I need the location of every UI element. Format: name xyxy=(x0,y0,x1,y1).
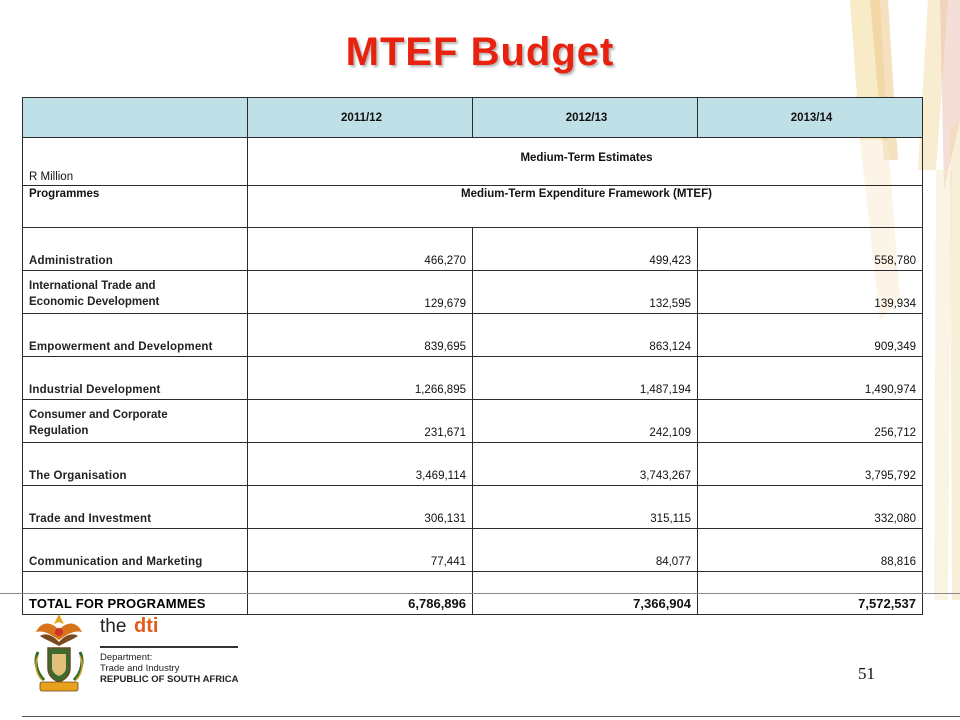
value-cell: 315,115 xyxy=(473,486,698,529)
programme-name: Industrial Development xyxy=(23,357,248,400)
page-title: MTEF Budget xyxy=(345,30,615,74)
value-cell: 3,469,114 xyxy=(248,443,473,486)
value-cell: 88,816 xyxy=(698,529,923,572)
value-cell: 1,266,895 xyxy=(248,357,473,400)
framework-label: Medium-Term Expenditure Framework (MTEF) xyxy=(248,186,923,228)
programme-name: Communication and Marketing xyxy=(23,529,248,572)
table-row xyxy=(23,271,923,314)
table-row xyxy=(23,486,923,529)
programmes-label: Programmes xyxy=(23,186,248,228)
value-cell: 3,743,267 xyxy=(473,443,698,486)
total-value: 6,786,896 xyxy=(248,572,473,615)
programme-name: Administration xyxy=(23,228,248,271)
programme-name-line1: Consumer and Corporate xyxy=(29,409,168,421)
dept-line2: Trade and Industry xyxy=(100,663,180,674)
total-label: TOTAL FOR PROGRAMMES xyxy=(23,572,248,615)
footer-divider xyxy=(0,593,960,594)
table-row xyxy=(23,443,923,486)
programme-name-line1: International Trade and xyxy=(29,280,156,292)
total-value: 7,572,537 xyxy=(698,572,923,615)
logo-the: the xyxy=(100,616,127,637)
table-row xyxy=(23,400,923,443)
value-cell: 139,934 xyxy=(698,271,923,314)
coat-of-arms-icon xyxy=(28,610,90,694)
value-cell: 3,795,792 xyxy=(698,443,923,486)
year-header: 2013/14 xyxy=(698,98,923,138)
year-header: 2011/12 xyxy=(248,98,473,138)
programme-name xyxy=(23,400,248,443)
programme-name: Trade and Investment xyxy=(23,486,248,529)
table-row xyxy=(23,529,923,572)
programme-name: The Organisation xyxy=(23,443,248,486)
value-cell: 909,349 xyxy=(698,314,923,357)
header-row-estimates xyxy=(23,138,923,186)
header-empty-cell xyxy=(23,98,248,138)
total-value: 7,366,904 xyxy=(473,572,698,615)
header-row-programmes xyxy=(23,186,923,228)
programme-name xyxy=(23,271,248,314)
bottom-rule xyxy=(22,716,960,717)
logo-dti: dti xyxy=(134,615,159,637)
dept-line3: REPUBLIC OF SOUTH AFRICA xyxy=(100,674,239,685)
mtef-budget-table xyxy=(22,97,923,615)
programme-name-line2: Regulation xyxy=(29,425,89,437)
programme-name-line2: Economic Development xyxy=(29,296,160,308)
page-number: 51 xyxy=(858,664,875,683)
programme-name: Empowerment and Development xyxy=(23,314,248,357)
value-cell: 1,490,974 xyxy=(698,357,923,400)
year-header: 2012/13 xyxy=(473,98,698,138)
value-cell: 132,595 xyxy=(473,271,698,314)
value-cell: 839,695 xyxy=(248,314,473,357)
value-cell: 129,679 xyxy=(248,271,473,314)
value-cell: 1,487,194 xyxy=(473,357,698,400)
logo-rule xyxy=(100,646,238,648)
table-row xyxy=(23,357,923,400)
table-row xyxy=(23,314,923,357)
table-row xyxy=(23,228,923,271)
value-cell: 242,109 xyxy=(473,400,698,443)
value-cell: 256,712 xyxy=(698,400,923,443)
value-cell: 332,080 xyxy=(698,486,923,529)
value-cell: 84,077 xyxy=(473,529,698,572)
value-cell: 466,270 xyxy=(248,228,473,271)
header-row-years xyxy=(23,98,923,138)
dti-logo xyxy=(28,610,248,695)
dept-line1: Department: xyxy=(100,652,153,663)
value-cell: 231,671 xyxy=(248,400,473,443)
value-cell: 863,124 xyxy=(473,314,698,357)
value-cell: 499,423 xyxy=(473,228,698,271)
value-cell: 77,441 xyxy=(248,529,473,572)
value-cell: 306,131 xyxy=(248,486,473,529)
estimates-label: Medium-Term Estimates xyxy=(248,138,923,186)
unit-label: R Million xyxy=(23,138,248,186)
value-cell: 558,780 xyxy=(698,228,923,271)
